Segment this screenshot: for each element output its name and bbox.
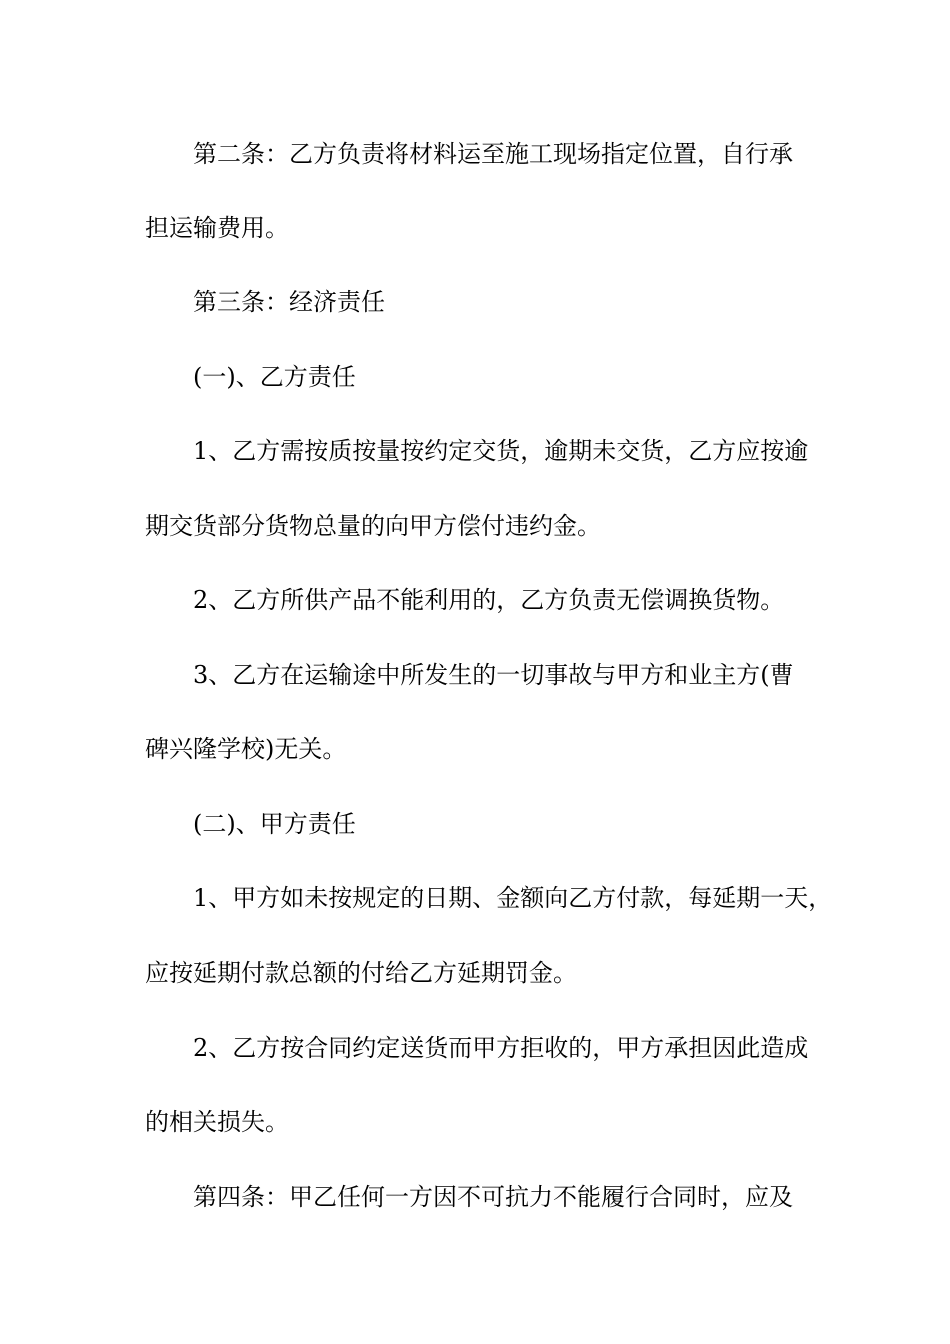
text-line: 第四条：甲乙任何一方因不可抗力不能履行合同时，应及 [193,1183,793,1211]
clause-4-line-1 [145,1185,810,1209]
party-b-item-1-line-1 [145,439,810,463]
text-line: 3、乙方在运输途中所发生的一切事故与甲方和业主方(曹 [193,661,794,689]
text-line: 期交货部分货物总量的向甲方偿付违约金。 [145,512,601,540]
clause-3-heading [145,290,810,314]
text-line: 的相关损失。 [145,1108,289,1136]
party-b-item-3-line-2 [145,737,810,761]
party-b-item-2 [145,588,810,612]
text-line: 1、甲方如未按规定的日期、金额向乙方付款，每延期一天， [193,884,833,912]
text-line: 第三条：经济责任 [193,288,385,316]
party-a-item-2-line-1 [145,1036,810,1060]
party-b-item-3-line-1 [145,663,810,687]
text-line: 2、乙方按合同约定送货而甲方拒收的，甲方承担因此造成 [193,1034,809,1062]
text-line: (二)、甲方责任 [193,810,356,838]
text-line: 第二条：乙方负责将材料运至施工现场指定位置，自行承 [193,140,793,168]
clause-2-line-2 [145,216,810,240]
party-a-item-2-line-2 [145,1110,810,1134]
party-b-heading [145,365,810,389]
text-line: 碑兴隆学校)无关。 [145,735,347,763]
text-line: (一)、乙方责任 [193,363,356,391]
party-a-heading [145,812,810,836]
text-line: 2、乙方所供产品不能利用的，乙方负责无偿调换货物。 [193,586,785,614]
text-line: 应按延期付款总额的付给乙方延期罚金。 [145,959,577,987]
clause-2-line-1 [145,142,810,166]
text-line: 担运输费用。 [145,214,289,242]
party-b-item-1-line-2 [145,514,810,538]
party-a-item-1-line-2 [145,961,810,985]
party-a-item-1-line-1 [145,884,833,912]
text-line: 1、乙方需按质按量按约定交货，逾期未交货，乙方应按逾 [193,437,809,465]
